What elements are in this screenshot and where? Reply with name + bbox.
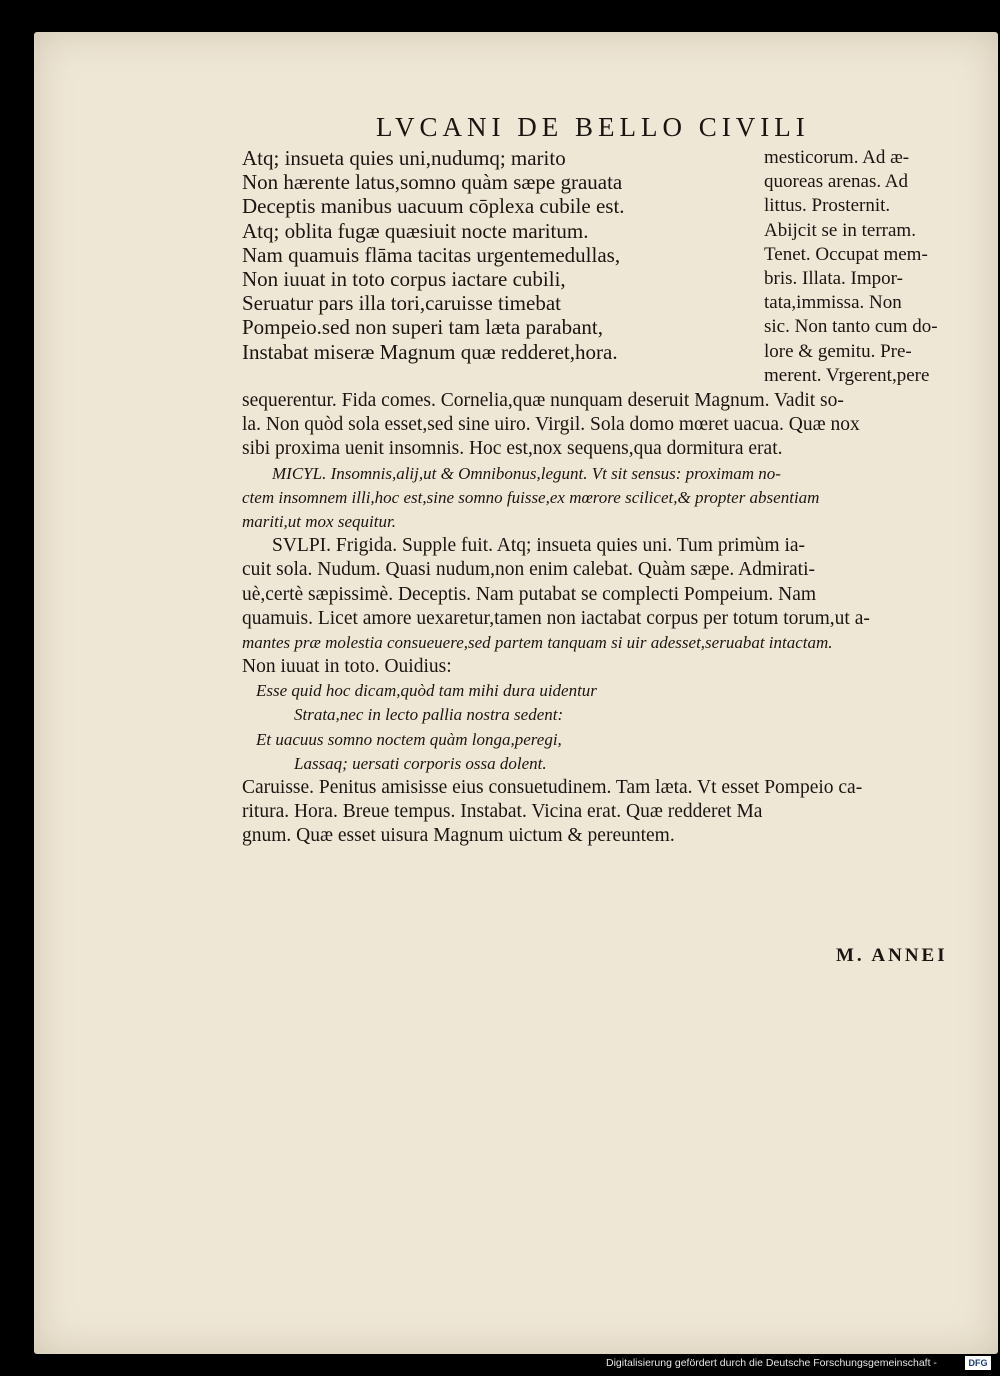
verse-line: Seruatur pars illa tori,caruisse timebat bbox=[242, 291, 561, 316]
commentary-line: sequerentur. Fida comes. Cornelia,quæ nunquam deseruit Magnum. Vadit so- bbox=[242, 390, 844, 411]
digitization-credit: Digitalisierung gefördert durch die Deutsche Forschungsgemeinschaft - bbox=[606, 1357, 937, 1369]
gloss-line: tata,immissa. Non bbox=[764, 292, 902, 314]
gloss-line: bris. Illata. Impor- bbox=[764, 267, 903, 289]
quoted-verse-line: Esse quid hoc dicam,quòd tam mihi dura uidentur bbox=[256, 681, 597, 701]
quoted-verse-line: Et uacuus somno noctem quàm longa,peregi, bbox=[256, 729, 562, 749]
commentary-line: Caruisse. Penitus amisisse eius consuetudinem. Tam læta. Vt esset Pompeio ca- bbox=[242, 777, 863, 798]
commentary-line: Non iuuat in toto. Ouidius: bbox=[242, 656, 452, 678]
verse-block bbox=[242, 146, 762, 364]
commentary-line: SVLPI. Frigida. Supple fuit. Atq; insueta quies uni. Tum primùm ia- bbox=[272, 535, 806, 557]
commentary-line: ctem insomnem illi,hoc est,sine somno fuisse,ex mœrore scilicet,& propter absentiam bbox=[242, 487, 820, 507]
commentary-line: quamuis. Licet amore uexaretur,tamen non iactabat corpus per totum torum,ut a- bbox=[242, 607, 870, 629]
running-header: LVCANI DE BELLO CIVILI bbox=[376, 112, 810, 142]
gloss-line: Tenet. Occupat mem- bbox=[764, 243, 928, 265]
quoted-verse-line: Strata,nec in lecto pallia nostra sedent: bbox=[294, 705, 564, 725]
gloss-line: Abijcit se in terram. bbox=[764, 219, 916, 241]
gloss-line: merent. Vrgerent,pere bbox=[764, 364, 930, 386]
verse-line: Non iuuat in toto corpus iactare cubili, bbox=[242, 266, 566, 291]
verse-line: Atq; oblita fugæ quæsiuit nocte maritum. bbox=[242, 218, 589, 243]
verse-line: Atq; insueta quies uni,nudumq; marito bbox=[242, 146, 566, 170]
verse-line: Instabat miseræ Magnum quæ redderet,hora. bbox=[242, 339, 618, 364]
gloss-line: quoreas arenas. Ad bbox=[764, 171, 909, 193]
commentary-line: ritura. Hora. Breue tempus. Instabat. Vicina erat. Quæ redderet Ma bbox=[242, 801, 763, 823]
commentary-line: cuit sola. Nudum. Quasi nudum,non enim calebat. Quàm sæpe. Admirati- bbox=[242, 559, 815, 581]
quoted-verse-line: Lassaq; uersati corporis ossa dolent. bbox=[294, 753, 547, 773]
gloss-line: sic. Non tanto cum do- bbox=[764, 316, 938, 338]
commentary-line: la. Non quòd sola esset,sed sine uiro. Virgil. Sola domo mœret uacua. Quæ nox bbox=[242, 414, 860, 436]
gloss-line: littus. Prosternit. bbox=[764, 195, 891, 217]
verse-line: Pompeio.sed non superi tam læta parabant, bbox=[242, 315, 604, 340]
gloss-line: lore & gemitu. Pre- bbox=[764, 340, 912, 362]
commentary-line: uè,certè sæpissimè. Deceptis. Nam putabat se complecti Pompeium. Nam bbox=[242, 583, 817, 605]
verse-line: Non hærente latus,somno quàm sæpe grauata bbox=[242, 170, 623, 195]
commentary-line: mantes præ molestia consueuere,sed partem tanquam si uir adesset,seruabat intactam. bbox=[242, 632, 833, 652]
marginal-gloss bbox=[764, 146, 978, 388]
verse-line: Nam quamuis flāma tacitas urgentemedullas, bbox=[242, 242, 621, 267]
verse-line: Deceptis manibus uacuum cōplexa cubile est. bbox=[242, 194, 625, 219]
commentary-block bbox=[242, 389, 978, 849]
commentary-line: MICYL. Insomnis,alij,ut & Omnibonus,legunt. Vt sit sensus: proximam no- bbox=[272, 463, 781, 483]
dfg-logo-icon: DFG bbox=[965, 1356, 991, 1370]
commentary-line: gnum. Quæ esset uisura Magnum uictum & pereuntem. bbox=[242, 825, 675, 847]
commentary-line: sibi proxima uenit insomnis. Hoc est,nox sequens,qua dormitura erat. bbox=[242, 438, 783, 460]
commentary-line: mariti,ut mox sequitur. bbox=[242, 511, 396, 531]
gloss-line: mesticorum. Ad æ- bbox=[764, 147, 910, 168]
catchword: M. ANNEI bbox=[836, 945, 948, 966]
